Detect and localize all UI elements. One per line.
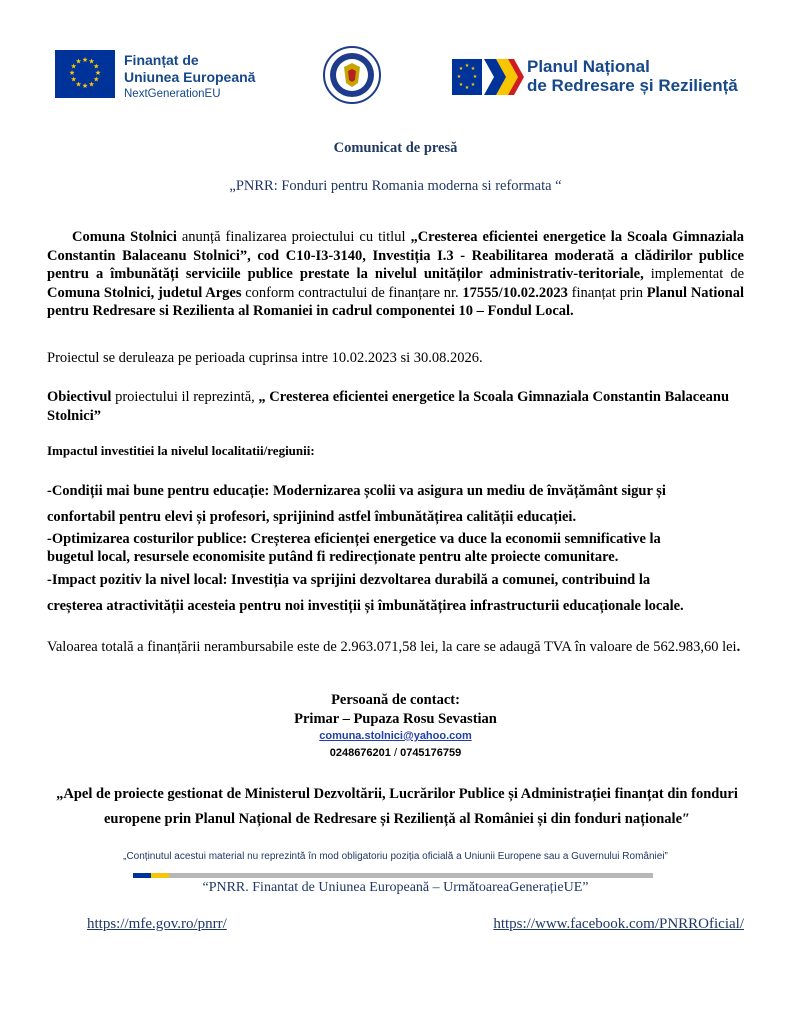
disclaimer: „Conținutul acestui material nu reprezintă în mod obligatoriu poziția oficială a Uniunii Europene sau a Guvernului României” xyxy=(123,851,668,862)
svg-text:★: ★ xyxy=(458,66,464,72)
svg-text:★: ★ xyxy=(81,56,89,64)
svg-text:★: ★ xyxy=(93,62,100,71)
impact-line: bugetul local, resursele economisite putând fi redirecționate pentru alte proiecte comunitare. xyxy=(47,549,619,565)
period-paragraph: Proiectul se deruleaza pe perioada cuprinsa intre 10.02.2023 si 30.08.2026. xyxy=(47,350,483,366)
call-for-projects-statement: „Apel de proiecte gestionat de Ministerul Dezvoltării, Lucrărilor Publice și Administrației finanțat din fonduri europene prin Planul Național de Redresare și Reziliență al României și din fonduri naționale″ xyxy=(56,786,738,827)
svg-text:★: ★ xyxy=(93,75,100,84)
contact-phone-1: 0248676201 xyxy=(329,747,391,759)
pnrr-logo-icon xyxy=(452,56,524,98)
svg-text:★: ★ xyxy=(458,82,464,88)
funding-value-text: Valoarea totală a finanțării nerambursabile este de 2.963.071,58 lei, la care se adaugă TVA în valoare de 562.983,60 lei xyxy=(47,639,737,655)
funding-value-paragraph xyxy=(47,638,744,657)
contact-phone-separator: / xyxy=(390,747,401,759)
svg-text:★: ★ xyxy=(88,57,95,66)
contact-name: Primar – Pupaza Rosu Sevastian xyxy=(294,711,497,727)
pnrr-label xyxy=(527,57,738,95)
intro-commune: Comuna Stolnici xyxy=(72,229,177,245)
intro-text-3: conform contractului de finanțare nr. xyxy=(241,284,463,301)
objective-label: Obiectivul xyxy=(47,389,112,405)
eu-funding-label xyxy=(124,52,255,102)
contact-heading: Persoană de contact: xyxy=(331,692,460,708)
footer-bar-blue xyxy=(133,873,151,878)
svg-text:★: ★ xyxy=(75,57,82,66)
eu-line-3: NextGenerationEU xyxy=(124,88,221,100)
mfe-pnrr-link[interactable]: https://mfe.gov.ro/pnrr/ xyxy=(87,916,227,932)
impact-line: -Impact pozitiv la nivel local: Investiția va sprijini dezvoltarea durabilă a comunei, contribuind la xyxy=(47,572,651,588)
eu-line-1: Finanțat de xyxy=(124,52,199,68)
eu-line-2: Uniunea Europeană xyxy=(124,69,256,85)
footer-slogan: “PNRR. Finantat de Uniunea Europeană – UrmătoareaGenerațieUE” xyxy=(202,880,589,895)
pnrr-line-1: Planul Național xyxy=(527,57,650,76)
footer-bar-grey xyxy=(169,873,653,878)
pnrr-line-2: de Redresare și Reziliență xyxy=(527,76,738,95)
svg-text:★: ★ xyxy=(464,85,470,91)
impact-heading: Impactul investitiei la nivelul localitatii/regiunii: xyxy=(47,443,315,458)
intro-text-2: implementat de xyxy=(643,266,744,282)
intro-text-1: anunță finalizarea proiectului cu titlul xyxy=(176,229,411,245)
svg-text:★: ★ xyxy=(470,82,476,88)
svg-text:★: ★ xyxy=(470,66,476,72)
intro-paragraph xyxy=(47,228,744,321)
pnrr-facebook-link[interactable]: https://www.facebook.com/PNRROficial/ xyxy=(493,916,744,932)
page-title: Comunicat de presă xyxy=(333,140,458,156)
impact-line: confortabil pentru elevi și profesori, sprijinind astfel îmbunătățirea calității educației. xyxy=(47,509,577,525)
page-subtitle: „PNRR: Fonduri pentru Romania moderna si reformata “ xyxy=(229,178,562,194)
contact-email-link[interactable]: comuna.stolnici@yahoo.com xyxy=(319,730,472,742)
contact-phone-2: 0745176759 xyxy=(400,747,462,759)
footer-bar-yellow xyxy=(151,873,169,878)
intro-contract-number: 17555/10.02.2023 xyxy=(462,284,568,301)
svg-text:★: ★ xyxy=(94,69,102,77)
svg-text:★: ★ xyxy=(88,80,95,89)
objective-paragraph xyxy=(47,388,744,425)
impact-line: -Optimizarea costurilor publice: Creșterea eficienței energetice va duce la economii semnificative la xyxy=(47,531,661,547)
svg-text:★: ★ xyxy=(75,80,82,89)
funding-value-end: . xyxy=(736,639,741,655)
svg-text:★: ★ xyxy=(472,74,478,80)
intro-financing-source: Planul National pentru Redresare si Rezilienta al Romaniei in cadrul componentei 10 – Fondul Local. xyxy=(47,284,744,319)
eu-stars-icon xyxy=(55,50,115,98)
contact-phone xyxy=(0,747,791,759)
intro-text-4: finanțat prin xyxy=(567,284,647,301)
eu-flag-icon xyxy=(55,50,115,98)
objective-text: proiectului il reprezintă, xyxy=(111,389,259,405)
objective-title: „ Cresterea eficientei energetice la Scoala Gimnaziala Constantin Balaceanu Stolnici” xyxy=(47,389,730,424)
svg-text:★: ★ xyxy=(68,69,76,77)
svg-text:★: ★ xyxy=(464,63,470,69)
intro-project-title: „Cresterea eficientei energetice la Scoala Gimnaziala Constantin Balaceanu Stolnici”, cod C10-I3-3140, Investiția I.3 - Reabilitarea moderată a clădirilor publice pentru a îmbunătăți serviciile publice prestate la nivelul unităților administrativ-teritoriale, xyxy=(47,229,745,282)
government-of-romania-seal-icon xyxy=(322,45,382,105)
impact-line: creșterea atractivității acesteia pentru noi investiții și îmbunătățirea infrastructurii educaționale locale. xyxy=(47,598,684,614)
svg-text:★: ★ xyxy=(81,82,89,90)
intro-implementer: Comuna Stolnici, judetul Arges xyxy=(47,284,242,301)
impact-line: -Condiții mai bune pentru educație: Modernizarea școlii va asigura un mediu de învățământ sigur și xyxy=(47,483,666,499)
svg-text:★: ★ xyxy=(70,62,77,71)
footer-divider-bar xyxy=(133,873,653,878)
svg-text:★: ★ xyxy=(456,74,462,80)
svg-text:★: ★ xyxy=(70,75,77,84)
